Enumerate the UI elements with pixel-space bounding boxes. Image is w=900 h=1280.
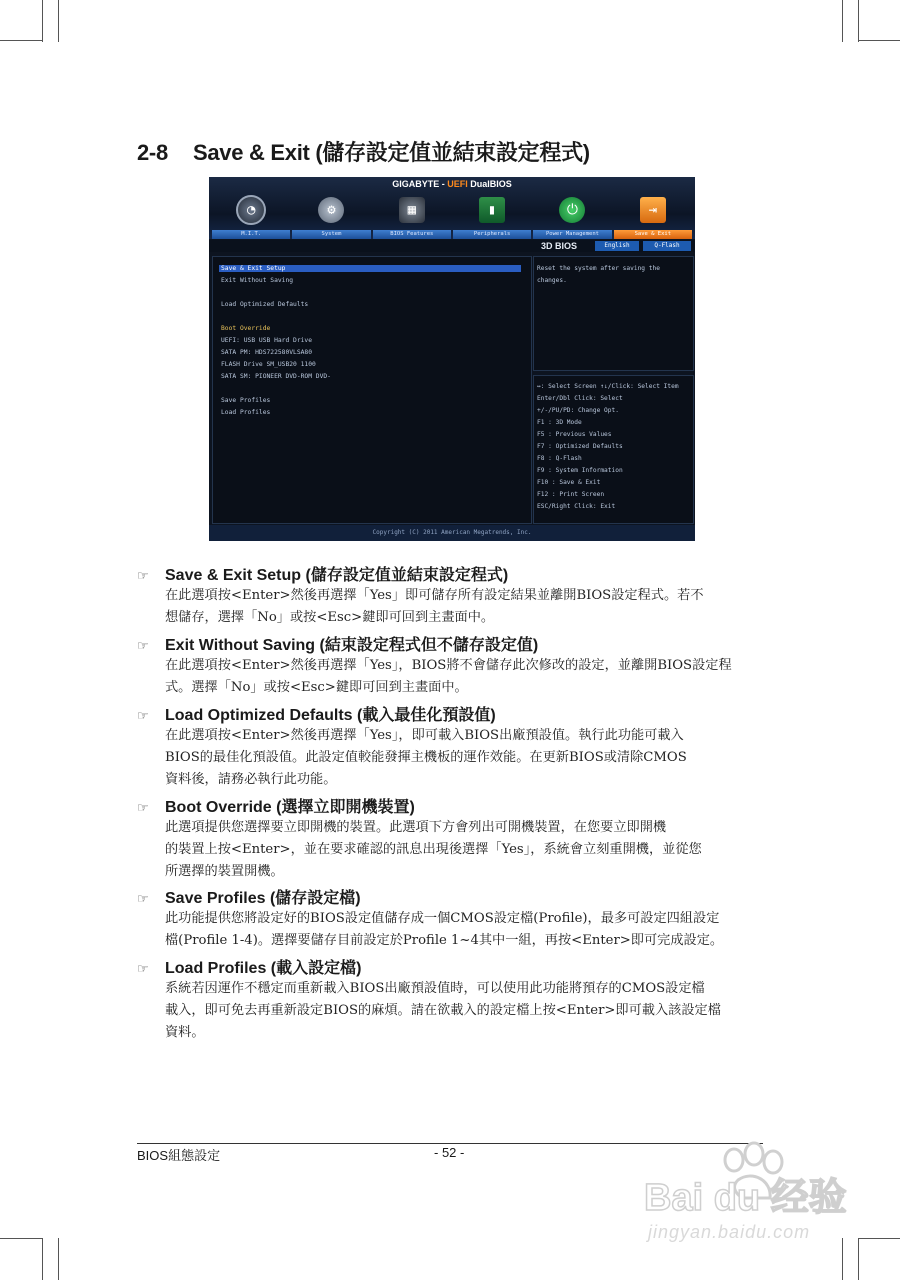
body-line: 在此選項按<Enter>然後再選擇「Yes」，即可載入BIOS出廠預設值。執行此功能可載入: [165, 728, 684, 743]
body-line: 資料後，請務必執行此功能。: [165, 772, 337, 787]
menu-load-optimized-defaults[interactable]: Load Optimized Defaults: [221, 301, 309, 308]
brand-accent: UEFI: [447, 179, 468, 189]
item-title-text: Save Profiles (儲存設定檔): [165, 890, 361, 907]
menu-load-profiles[interactable]: Load Profiles: [221, 409, 271, 416]
key-hint: F12 : Print Screen: [537, 491, 605, 498]
pointing-hand-icon: ☞: [137, 638, 149, 653]
exit-door-icon: ⇥: [640, 197, 666, 223]
body-line: 系統若因運作不穩定而重新載入BIOS出廠預設值時，可以使用此功能將預存的CMOS設定檔: [165, 981, 705, 996]
key-hint: ↔: Select Screen ↑↓/Click: Select Item: [537, 383, 679, 390]
body-line: 此選項提供您選擇要立即開機的裝置。此選項下方會列出可開機裝置，在您要立即開機: [165, 820, 667, 835]
help-text: Reset the system after saving the: [537, 265, 660, 272]
watermark-text: Bai du 经验: [644, 1177, 847, 1219]
crop-mark: [0, 40, 42, 41]
crop-mark: [842, 0, 843, 42]
3d-bios-logo[interactable]: 3D BIOS: [541, 241, 578, 251]
key-hint: ESC/Right Click: Exit: [537, 503, 616, 510]
bios-subbar: [209, 240, 695, 252]
key-hint: F5 : Previous Values: [537, 431, 612, 438]
body-line: 資料。: [165, 1025, 205, 1040]
section-title-text: Save & Exit (儲存設定值並結束設定程式): [193, 140, 590, 165]
body-line: 檔(Profile 1-4)。選擇要儲存目前設定於Profile 1~4其中一組，再按<Enter>即可完成設定。: [165, 933, 724, 948]
mit-tab-icon[interactable]: [211, 194, 291, 226]
item-title-text: Boot Override (選擇立即開機裝置): [165, 799, 415, 816]
menu-boot-device[interactable]: SATA SM: PIONEER DVD-ROM DVD-: [221, 373, 331, 380]
peripherals-tab-icon[interactable]: [452, 194, 532, 226]
body-line: BIOS的最佳化預設值。此設定值較能發揮主機板的運作效能。在更新BIOS或清除CMOS: [165, 750, 687, 765]
menu-save-exit-setup[interactable]: Save & Exit Setup: [219, 265, 521, 272]
item-title-text: Load Profiles (載入設定檔): [165, 960, 362, 977]
body-line: 所選擇的裝置開機。: [165, 864, 284, 879]
help-text: changes.: [537, 277, 567, 284]
bios-features-tab-icon[interactable]: [372, 194, 452, 226]
crop-mark: [42, 0, 43, 42]
item-title-load-optimized-defaults: [137, 702, 496, 725]
item-title-text: Load Optimized Defaults (載入最佳化預設值): [165, 707, 496, 724]
bios-copyright: Copyright (C) 2011 American Megatrends, Inc.: [209, 525, 695, 541]
footer-chapter: BIOS組態設定: [137, 1148, 221, 1163]
speedometer-icon: ◔: [236, 195, 266, 225]
chip-icon: ▦: [399, 197, 425, 223]
tab-mit[interactable]: M.I.T.: [212, 230, 290, 239]
crop-mark: [58, 0, 59, 42]
bios-header: [209, 177, 695, 239]
body-line: 的裝置上按<Enter>，並在要求確認的訊息出現後選擇「Yes」，系統會立刻重開機，並從您: [165, 842, 702, 857]
item-title-save-profiles: [137, 885, 361, 908]
crop-mark: [58, 1238, 59, 1280]
crop-mark: [858, 40, 900, 41]
body-line: 載入，即可免去再重新設定BIOS的麻煩。請在欲載入的設定檔上按<Enter>即可載入該設定檔: [165, 1003, 721, 1018]
crop-mark: [858, 1238, 859, 1280]
body-line: 此功能提供您將設定好的BIOS設定值儲存成一個CMOS設定檔(Profile)，最多可設定四組設定: [165, 911, 720, 926]
item-body-boot-override: [165, 817, 763, 883]
item-body-load-optimized-defaults: [165, 725, 763, 791]
body-line: 想儲存，選擇「No」或按<Esc>鍵即可回到主畫面中。: [165, 610, 495, 625]
brand-suffix: DualBIOS: [467, 179, 512, 189]
item-title-exit-without-saving: [137, 632, 538, 655]
menu-boot-device[interactable]: SATA PM: HDS722580VLSA80: [221, 349, 312, 356]
pointing-hand-icon: ☞: [137, 800, 149, 815]
card-icon: ▮: [479, 197, 505, 223]
key-hint: Enter/Dbl Click: Select: [537, 395, 623, 402]
qflash-button[interactable]: Q-Flash: [643, 241, 691, 251]
menu-boot-device[interactable]: UEFI: USB USB Hard Drive: [221, 337, 312, 344]
bios-help-panel: [533, 256, 694, 371]
crop-mark: [858, 1238, 900, 1239]
key-hint: F1 : 3D Mode: [537, 419, 582, 426]
section-number: 2-8: [137, 140, 168, 165]
item-title-text: Save & Exit Setup (儲存設定值並結束設定程式): [165, 567, 509, 584]
crop-mark: [0, 1238, 42, 1239]
page-number: - 52 -: [434, 1145, 465, 1160]
item-body-exit-without-saving: [165, 655, 763, 699]
item-body-save-exit-setup: [165, 585, 763, 629]
watermark-url: jingyan.baidu.com: [648, 1222, 811, 1242]
menu-boot-device[interactable]: FLASH Drive SM_USB20 1100: [221, 361, 316, 368]
tab-power-management[interactable]: Power Management: [533, 230, 611, 239]
system-tab-icon[interactable]: [291, 194, 371, 226]
gear-icon: ⚙: [318, 197, 344, 223]
tab-system[interactable]: System: [292, 230, 370, 239]
bios-icon-row: [211, 194, 693, 226]
bios-key-legend: [533, 375, 694, 524]
english-button[interactable]: English: [595, 241, 639, 251]
save-exit-tab-icon[interactable]: [613, 194, 693, 226]
item-title-text: Exit Without Saving (結束設定程式但不儲存設定值): [165, 637, 539, 654]
tab-bios-features[interactable]: BIOS Features: [373, 230, 451, 239]
bios-brand: [209, 179, 695, 189]
key-hint: F7 : Optimized Defaults: [537, 443, 623, 450]
pointing-hand-icon: ☞: [137, 708, 149, 723]
brand-prefix: GIGABYTE -: [392, 179, 448, 189]
body-line: 式。選擇「No」或按<Esc>鍵即可回到主畫面中。: [165, 680, 468, 695]
tab-peripherals[interactable]: Peripherals: [453, 230, 531, 239]
power-tab-icon[interactable]: [532, 194, 612, 226]
key-hint: F9 : System Information: [537, 467, 623, 474]
bios-screenshot: [209, 177, 695, 541]
item-title-load-profiles: [137, 955, 361, 978]
key-hint: F8 : Q-Flash: [537, 455, 582, 462]
crop-mark: [42, 1238, 43, 1280]
item-body-load-profiles: [165, 978, 763, 1044]
menu-exit-without-saving[interactable]: Exit Without Saving: [221, 277, 294, 284]
tab-save-exit[interactable]: Save & Exit: [614, 230, 692, 239]
pointing-hand-icon: ☞: [137, 891, 149, 906]
key-hint: F10 : Save & Exit: [537, 479, 601, 486]
item-title-save-exit-setup: [137, 562, 508, 585]
menu-boot-override-header: Boot Override: [221, 325, 271, 332]
bios-tab-bar: [211, 230, 693, 239]
pointing-hand-icon: ☞: [137, 568, 149, 583]
pointing-hand-icon: ☞: [137, 961, 149, 976]
item-body-save-profiles: [165, 908, 763, 952]
bios-menu-panel: [212, 256, 532, 524]
key-hint: +/-/PU/PD: Change Opt.: [537, 407, 619, 414]
crop-mark: [858, 0, 859, 42]
item-title-boot-override: [137, 794, 415, 817]
body-line: 在此選項按<Enter>然後再選擇「Yes」即可儲存所有設定結果並離開BIOS設定程式。若不: [165, 588, 704, 603]
section-heading: [137, 136, 590, 167]
body-line: 在此選項按<Enter>然後再選擇「Yes」，BIOS將不會儲存此次修改的設定，並離開BIOS設定程: [165, 658, 732, 673]
power-icon: ⏻: [559, 197, 585, 223]
menu-save-profiles[interactable]: Save Profiles: [221, 397, 271, 404]
